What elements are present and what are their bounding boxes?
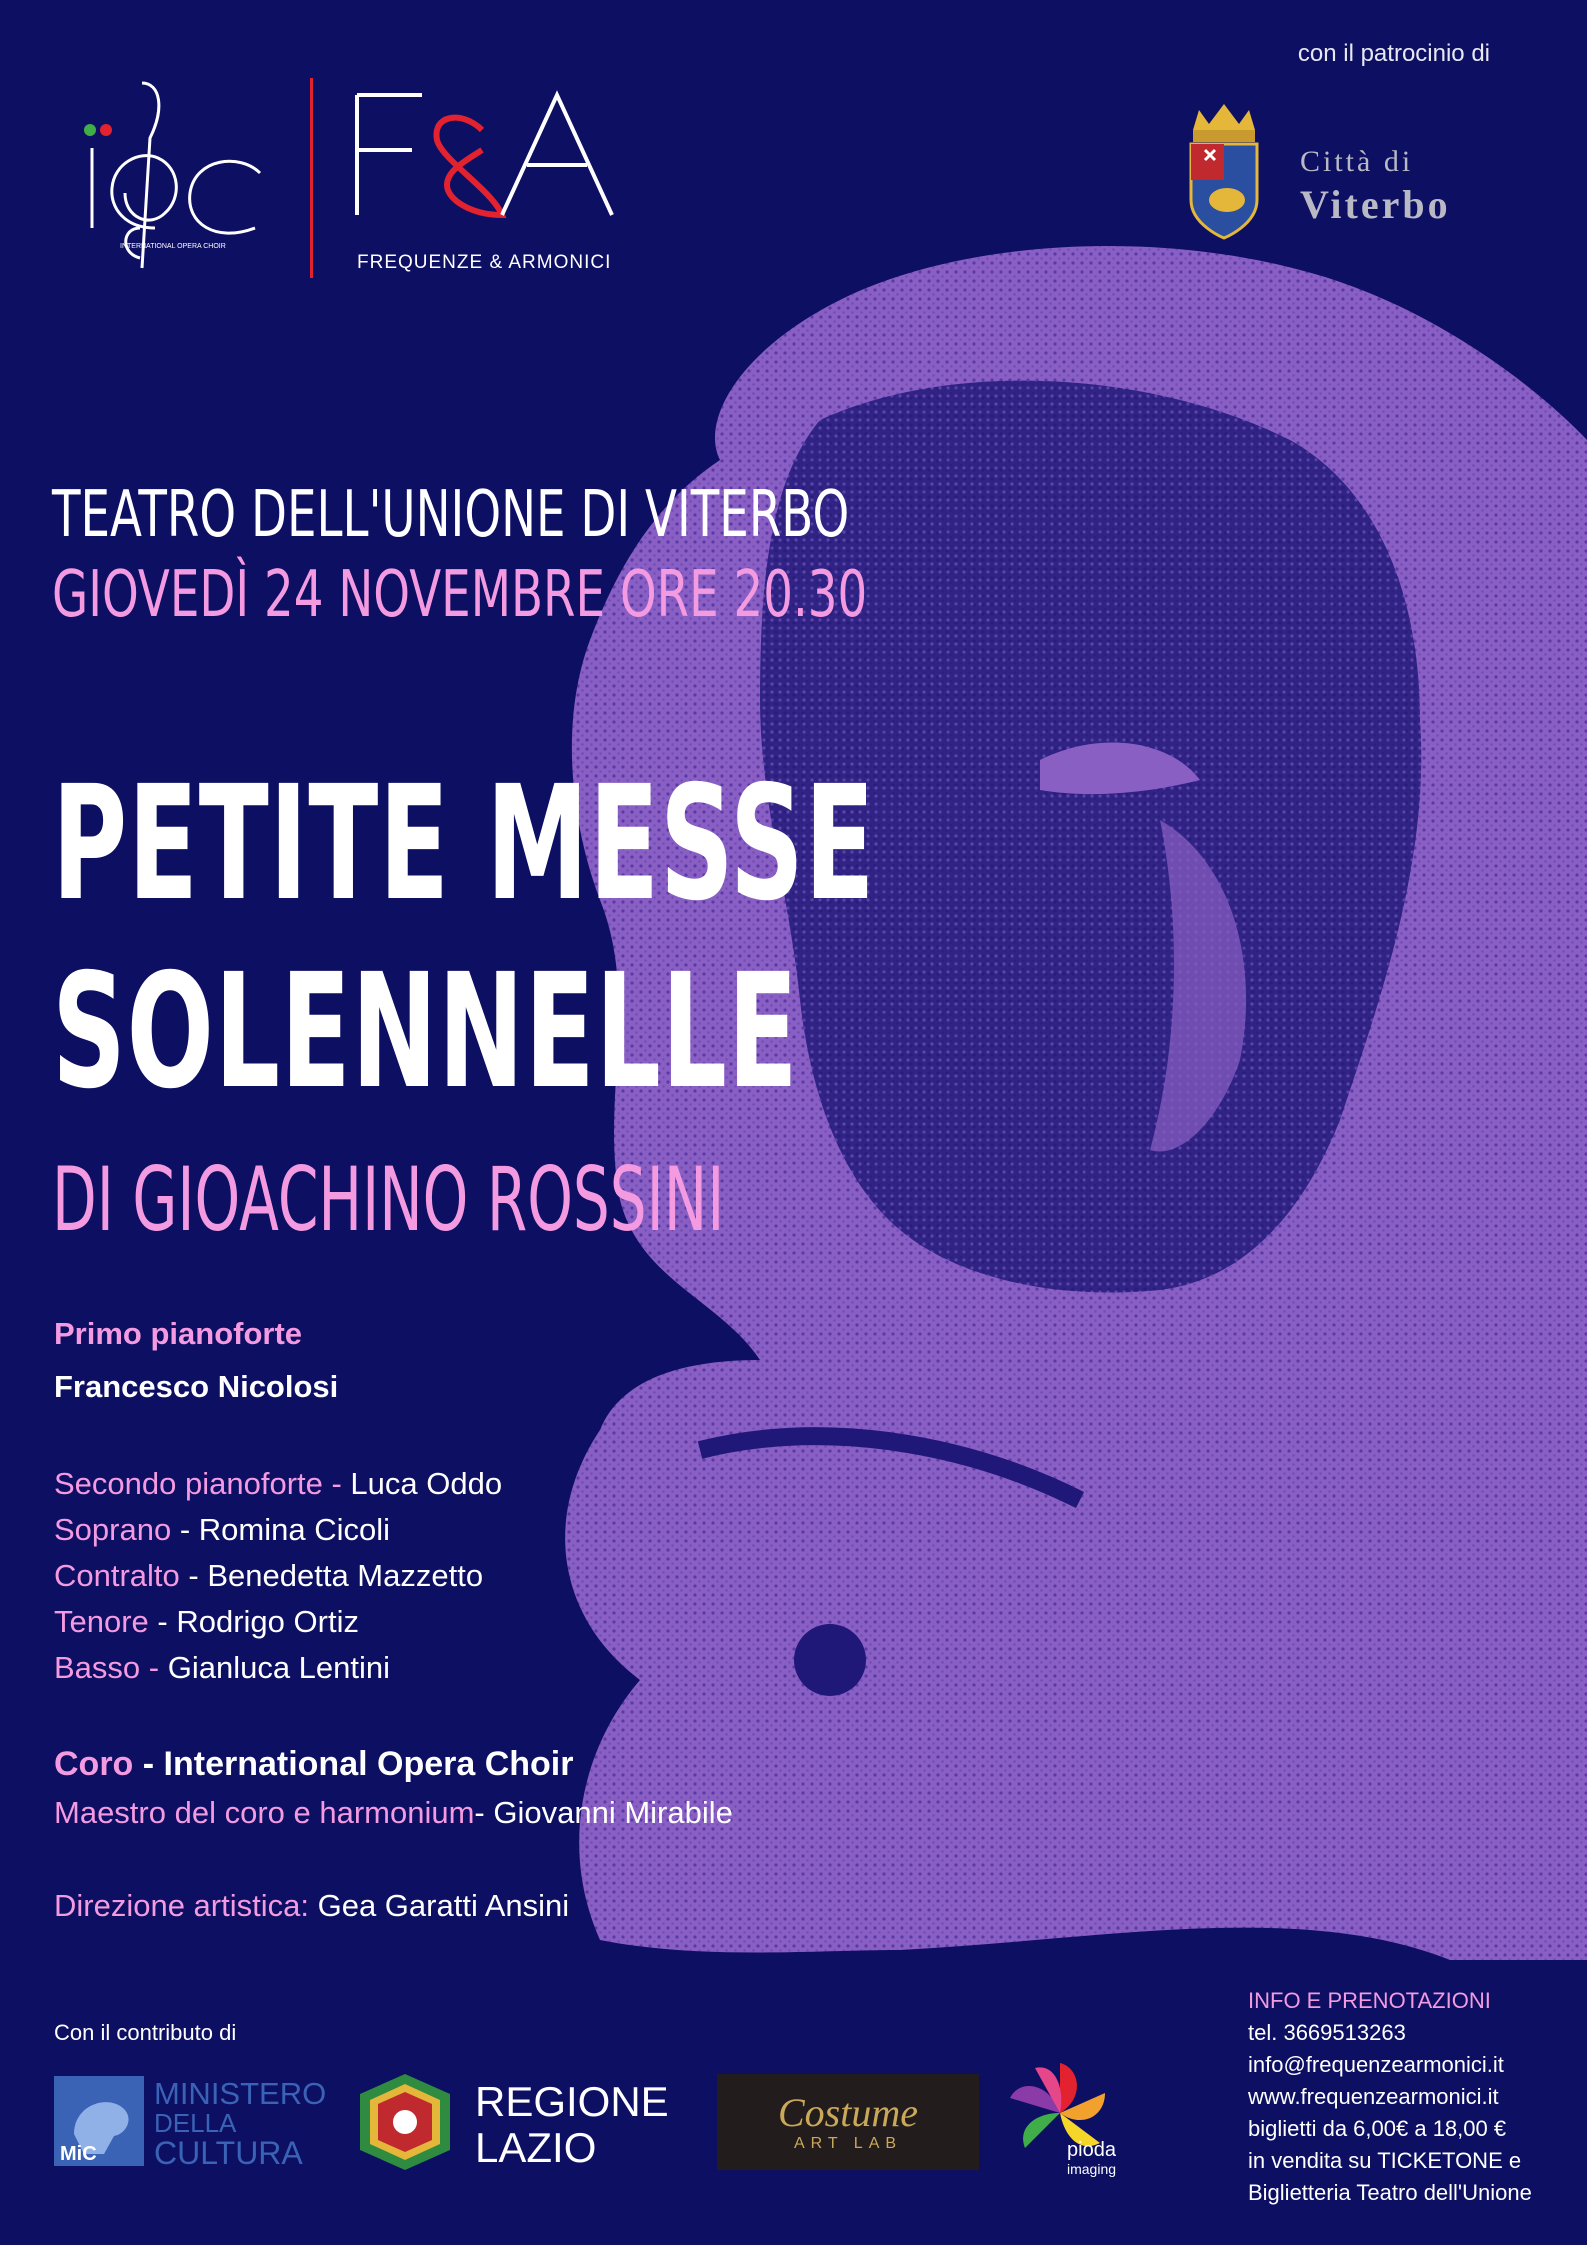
credit-maestro xyxy=(54,1795,733,1831)
credit-role: Contralto xyxy=(54,1558,180,1593)
credit-name: Gea Garatti Ansini xyxy=(308,1888,570,1923)
credit-name: - Benedetta Mazzetto xyxy=(179,1558,484,1593)
credit-direzione xyxy=(54,1888,569,1924)
credit-tenore xyxy=(54,1604,359,1640)
credit-role: Coro xyxy=(54,1745,134,1783)
info-block xyxy=(1248,1985,1532,2209)
viterbo-crest-icon xyxy=(1185,100,1263,242)
primo-pianoforte-role: Primo pianoforte xyxy=(54,1316,303,1351)
fa-logo xyxy=(352,90,622,280)
credit-soprano xyxy=(54,1512,390,1548)
info-email: info@frequenzearmonici.it xyxy=(1248,2052,1504,2077)
mic-line1: MINISTERO xyxy=(154,2076,327,2111)
viterbo-name xyxy=(1300,145,1510,228)
costume-art-lab-logo xyxy=(717,2074,979,2170)
credit-name: - Giovanni Mirabile xyxy=(474,1795,733,1830)
credit-role: Soprano xyxy=(54,1512,172,1547)
title-line-1: PETITE MESSE xyxy=(52,752,876,936)
credit-role: Basso - xyxy=(54,1650,160,1685)
credit-name: Luca Oddo xyxy=(341,1466,503,1501)
ioc-green-dot xyxy=(84,124,96,136)
info-title: INFO E PRENOTAZIONI xyxy=(1248,1988,1491,2013)
credit-basso xyxy=(54,1650,390,1686)
contributo-label: Con il contributo di xyxy=(54,2020,237,2045)
credit-secondo-pianoforte xyxy=(54,1466,502,1502)
credit-role: Secondo pianoforte - xyxy=(54,1466,342,1501)
ioc-caption: INTERNATIONAL OPERA CHOIR xyxy=(120,243,226,250)
credit-name: Gianluca Lentini xyxy=(159,1650,391,1685)
title-line-2: SOLENNELLE xyxy=(52,940,799,1124)
ioc-red-dot xyxy=(100,124,112,136)
pioda-imaging-logo xyxy=(1005,2058,1125,2178)
pioda-line2: imaging xyxy=(1067,2161,1117,2177)
primo-pianoforte-name: Francesco Nicolosi xyxy=(54,1369,339,1404)
credit-coro xyxy=(54,1745,574,1784)
mic-line3: CULTURA xyxy=(154,2135,303,2168)
viterbo-line1: Città di xyxy=(1300,145,1414,178)
info-price: biglietti da 6,00€ a 18,00 € xyxy=(1248,2116,1507,2141)
credit-name: - Romina Cicoli xyxy=(171,1512,390,1547)
costume-line2: ART LAB xyxy=(793,2135,903,2152)
info-phone: tel. 3669513263 xyxy=(1248,2020,1406,2045)
event-date: GIOVEDÌ 24 NOVEMBRE ORE 20.30 xyxy=(52,558,868,632)
composer: DI GIOACHINO ROSSINI xyxy=(52,1148,725,1251)
costume-line1: Costume xyxy=(778,2090,918,2135)
mic-logo xyxy=(54,2074,344,2168)
regione-lazio-logo xyxy=(360,2074,690,2170)
credit-contralto xyxy=(54,1558,483,1594)
ioc-logo xyxy=(80,78,280,283)
info-box-office: Biglietteria Teatro dell'Unione xyxy=(1248,2180,1532,2205)
info-website: www.frequenzearmonici.it xyxy=(1248,2084,1499,2109)
credit-role: Direzione artistica: xyxy=(54,1888,309,1923)
fa-caption: FREQUENZE & ARMONICI xyxy=(357,252,612,273)
credit-role: Tenore xyxy=(54,1604,149,1639)
portrait-button xyxy=(794,1624,866,1696)
patrocinio-text: con il patrocinio di xyxy=(1297,40,1490,67)
credit-name: - International Opera Choir xyxy=(133,1745,574,1783)
info-sales: in vendita su TICKETONE e xyxy=(1248,2148,1522,2173)
mic-line2: DELLA xyxy=(154,2108,237,2138)
viterbo-line2: Viterbo xyxy=(1300,182,1451,227)
credit-role: Maestro del coro e harmonium xyxy=(54,1795,475,1830)
mic-badge: MiC xyxy=(60,2143,97,2165)
pioda-line1: pioda xyxy=(1067,2139,1116,2161)
regione-line1: REGIONE xyxy=(475,2078,669,2125)
logo-divider xyxy=(310,78,313,278)
credit-name: - Rodrigo Ortiz xyxy=(148,1604,359,1639)
regione-line2: LAZIO xyxy=(475,2124,597,2170)
venue: TEATRO DELL'UNIONE DI VITERBO xyxy=(52,478,850,552)
